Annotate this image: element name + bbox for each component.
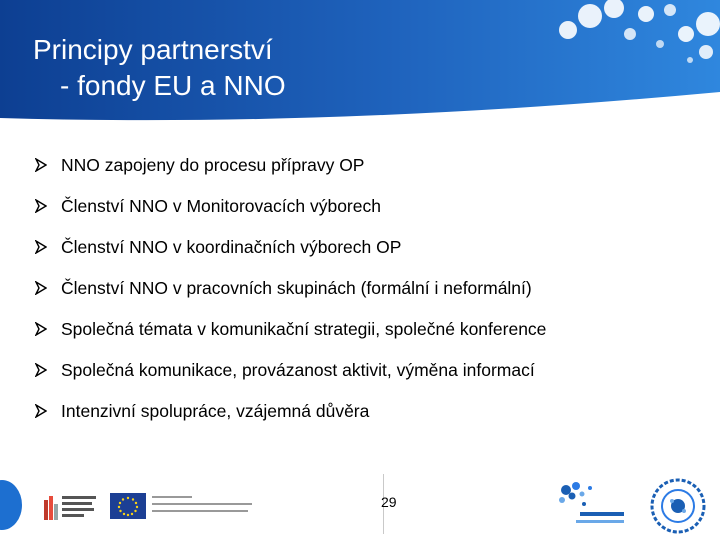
bullet-item xyxy=(35,155,546,175)
bullet-text: Členství NNO v Monitorovacích výborech xyxy=(61,195,381,216)
arrow-bullet-icon xyxy=(35,199,47,213)
narodni-organ-logo xyxy=(552,478,634,534)
arrow-bullet-icon xyxy=(35,404,47,418)
eu-flag-logo xyxy=(110,493,146,519)
bullet-text: Společná komunikace, provázanost aktivit, výměna informací xyxy=(61,359,535,380)
bullet-text: Členství NNO v pracovních skupinách (formální i neformální) xyxy=(61,277,532,298)
arrow-bullet-icon xyxy=(35,281,47,295)
arrow-bullet-icon xyxy=(35,363,47,377)
arrow-bullet-icon xyxy=(35,322,47,336)
arrow-bullet-icon xyxy=(35,158,47,172)
title-banner xyxy=(0,0,720,140)
ministerstvo-logo xyxy=(642,475,714,537)
bullet-list xyxy=(35,155,546,442)
title-line-2: - fondy EU a NNO xyxy=(60,70,286,101)
decorative-arc xyxy=(0,480,22,530)
bullet-item xyxy=(35,278,546,298)
bullet-text: Společná témata v komunikační strategii, společné konference xyxy=(61,318,547,339)
slide-title xyxy=(33,32,286,104)
bullet-item xyxy=(35,237,546,257)
bullet-item xyxy=(35,360,546,380)
decorative-dots-icon xyxy=(530,0,720,80)
title-line-1: Principy partnerství xyxy=(33,34,273,65)
bullet-text: Členství NNO v koordinačních výborech OP xyxy=(61,236,402,257)
bullet-text: NNO zapojeny do procesu přípravy OP xyxy=(61,154,365,175)
bullet-item xyxy=(35,196,546,216)
op-logo xyxy=(44,492,104,522)
bullet-item xyxy=(35,401,546,421)
bullet-text: Intenzivní spolupráce, vzájemná důvěra xyxy=(61,400,370,421)
eu-caption-graphic xyxy=(152,494,262,520)
bullet-item xyxy=(35,319,546,339)
page-number: 29 xyxy=(381,494,397,510)
arrow-bullet-icon xyxy=(35,240,47,254)
